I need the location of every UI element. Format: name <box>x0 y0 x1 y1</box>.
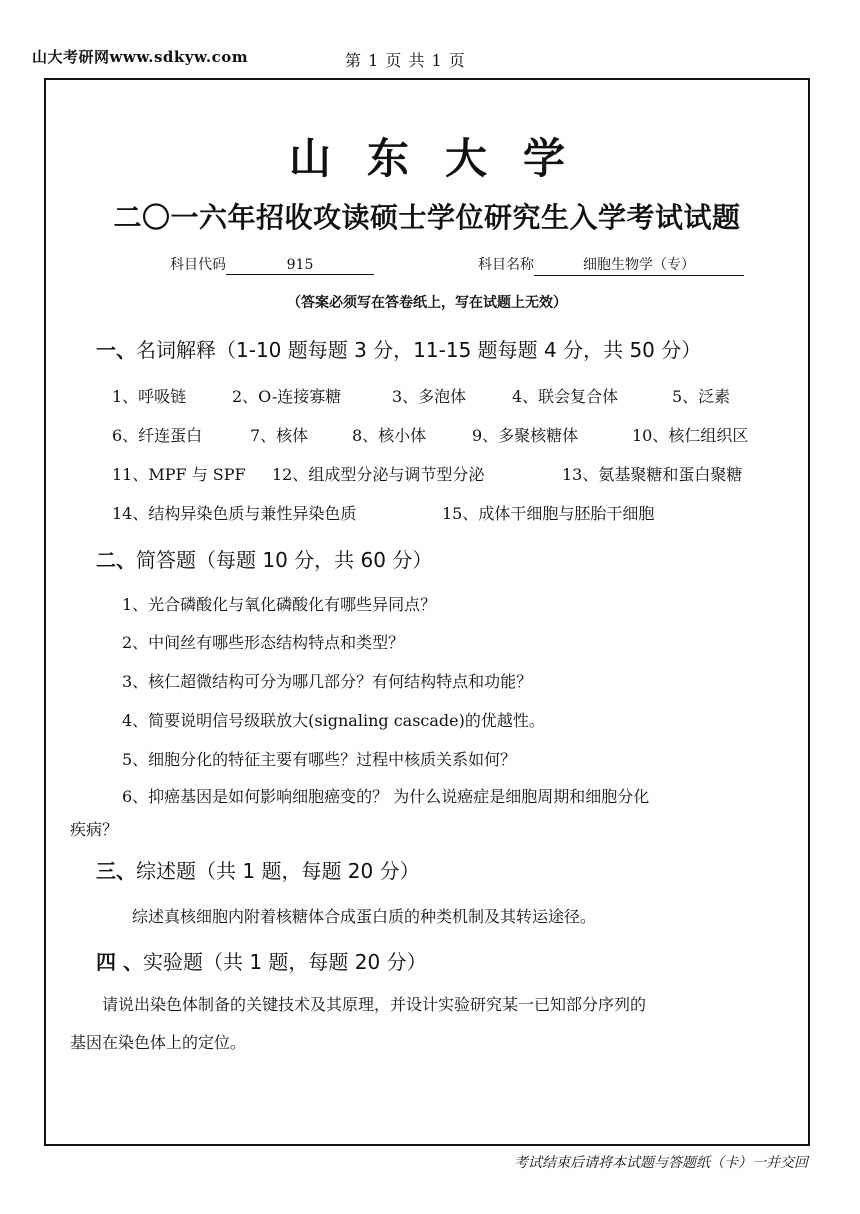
term-item: 15、成体干细胞与胚胎干细胞 <box>442 504 655 523</box>
term-item: 13、氨基聚糖和蛋白聚糖 <box>562 465 743 484</box>
section-1-heading <box>96 334 701 363</box>
term-item: 6、纤连蛋白 <box>112 426 203 445</box>
term-item: 11、MPF 与 SPF <box>112 465 246 484</box>
terms-row-1 <box>112 384 730 407</box>
section-2-number: 二、 <box>96 548 136 572</box>
section-4-heading <box>96 946 427 975</box>
section-3-number: 三、 <box>96 859 136 883</box>
answer-notice: （答案必须写在答卷纸上，写在试题上无效） <box>287 295 567 311</box>
subject-code-label: 科目代码 <box>170 257 226 273</box>
section-4-title: 实验题（共 1 题，每题 20 分） <box>142 950 427 974</box>
short-answer-question: 6、抑癌基因是如何影响细胞癌变的？ 为什么说癌症是细胞周期和细胞分化 <box>122 787 650 806</box>
section-3-heading <box>96 855 420 884</box>
term-item: 2、O-连接寡糖 <box>232 387 342 406</box>
terms-row-2 <box>112 423 748 446</box>
short-answer-question: 3、核仁超微结构可分为哪几部分？有何结构特点和功能？ <box>122 672 533 691</box>
terms-row-3 <box>112 462 742 485</box>
term-item: 12、组成型分泌与调节型分泌 <box>272 465 485 484</box>
term-item: 14、结构异染色质与兼性异染色质 <box>112 504 357 523</box>
term-item: 9、多聚核糖体 <box>472 426 579 445</box>
term-item: 5、泛素 <box>672 387 731 406</box>
subject-name-label: 科目名称 <box>478 257 534 273</box>
section-2-heading <box>96 544 432 573</box>
subject-code-row <box>170 254 374 275</box>
exam-paper-frame <box>44 78 810 1146</box>
short-answer-question-continuation: 疾病？ <box>70 820 119 839</box>
short-answer-question: 1、光合磷酸化与氧化磷酸化有哪些异同点？ <box>122 595 437 614</box>
section-4-number: 四 、 <box>96 950 143 974</box>
short-answer-question: 5、细胞分化的特征主要有哪些？过程中核质关系如何？ <box>122 750 517 769</box>
section-3-title: 综述题（共 1 题，每题 20 分） <box>136 859 420 883</box>
section-1-title: 名词解释（1-10 题每题 3 分，11-15 题每题 4 分，共 50 分） <box>136 338 702 362</box>
terms-row-4 <box>112 501 654 524</box>
term-item: 3、多泡体 <box>392 387 467 406</box>
exam-title: 二〇一六年招收攻读硕士学位研究生入学考试试题 <box>113 201 741 234</box>
term-item: 8、核小体 <box>352 426 427 445</box>
term-item: 7、核体 <box>250 426 309 445</box>
university-name: 山东大学 <box>288 134 601 183</box>
subject-code-value: 915 <box>226 257 374 275</box>
section-1-number: 一、 <box>96 338 136 362</box>
page-indicator: 第 1 页 共 1 页 <box>345 51 466 70</box>
term-item: 10、核仁组织区 <box>632 426 749 445</box>
short-answer-question: 4、简要说明信号级联放大(signaling cascade)的优越性。 <box>122 711 545 730</box>
section-2-title: 简答题（每题 10 分，共 60 分） <box>136 548 433 572</box>
site-watermark-text: 山大考研网www.sdkyw.com <box>32 48 249 66</box>
experiment-question-line-2: 基因在染色体上的定位。 <box>70 1033 247 1052</box>
term-item: 4、联会复合体 <box>512 387 619 406</box>
experiment-question-line-1: 请说出染色体制备的关键技术及其原理，并设计实验研究某一已知部分序列的 <box>102 995 647 1014</box>
essay-question: 综述真核细胞内附着核糖体合成蛋白质的种类机制及其转运途径。 <box>132 907 597 926</box>
term-item: 1、呼吸链 <box>112 387 187 406</box>
short-answer-question: 2、中间丝有哪些形态结构特点和类型？ <box>122 633 405 652</box>
subject-name-value: 细胞生物学（专） <box>534 254 744 276</box>
footer-instruction: 考试结束后请将本试题与答题纸（卡）一并交回 <box>514 1155 808 1171</box>
subject-name-row <box>478 254 744 276</box>
